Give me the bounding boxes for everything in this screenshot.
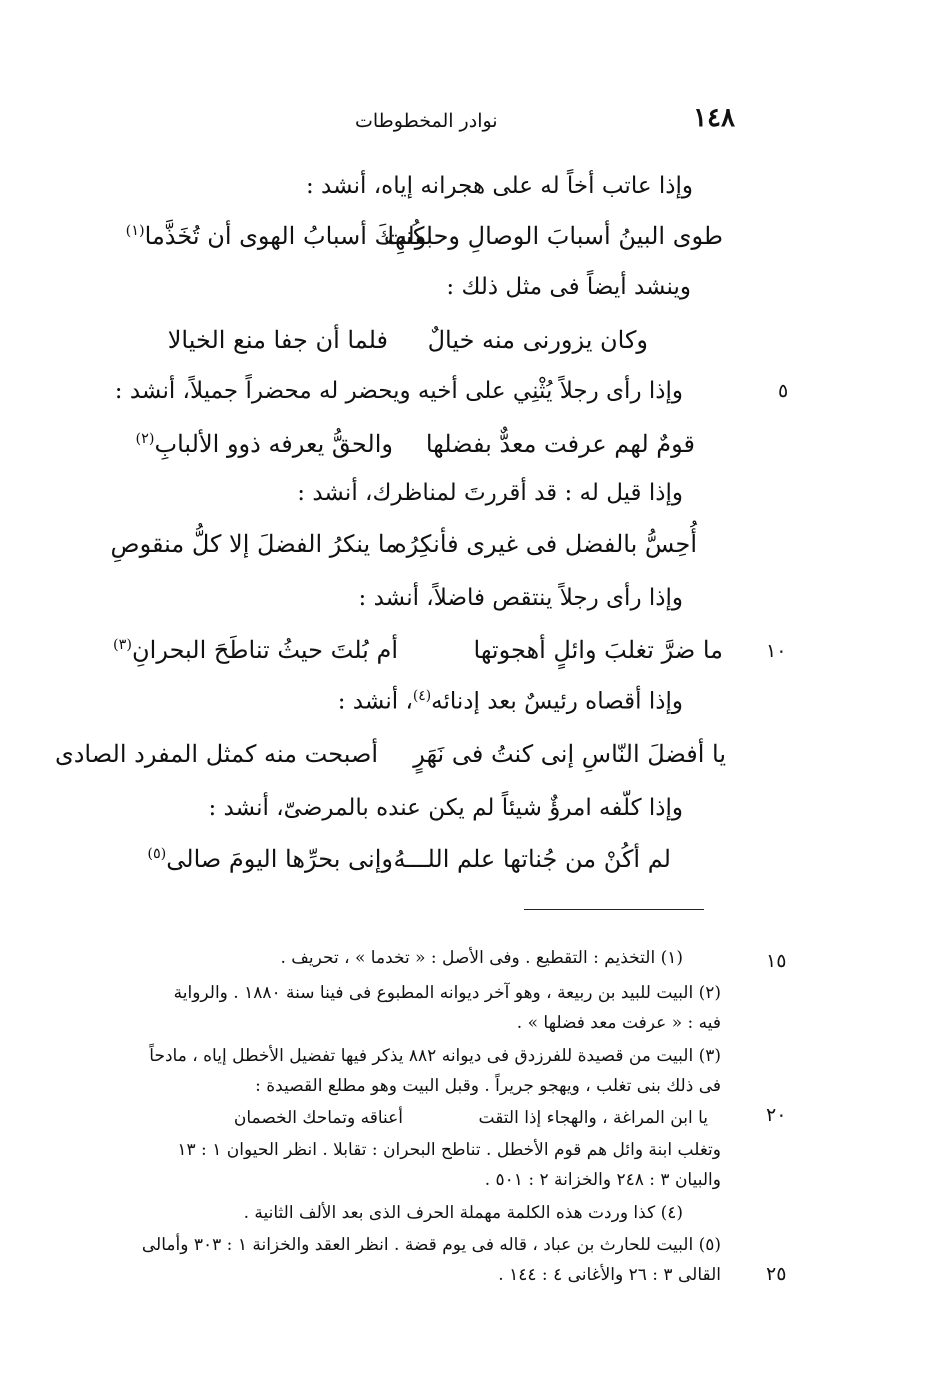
footnote-continuation: القالى ٣ : ٢٦ والأغانى ٤ : ١٤٤ . [498,1265,721,1285]
footnote: (٣) البيت من قصيدة للفرزدق فى ديوانه ٨٨٢ يذكر فيها تفضيل الأخطل إياه ، مادحاً [149,1046,721,1066]
page-number: ١٤٨ [693,103,735,133]
running-title: نوادر المخطوطات [355,110,498,132]
prose-line: وإذا قيل له : قد أقررتَ لمناظرك، أنشد : [297,480,683,506]
line-number: ١٠ [766,640,787,662]
verse-hemistich-second: أصبحت منه كمثل المفرد الصادى [54,740,378,768]
line-number: ٥ [778,380,789,402]
footnote-ref: (٥) [147,846,167,862]
footnote-continuation: والبيان ٣ : ٢٤٨ والخزانة ٢ : ٥٠١ . [484,1170,721,1190]
verse-hemistich-second [126,222,433,250]
verse-hemistich-second: أعناقه وتماحك الخصمان [233,1108,403,1128]
prose-line: وإذا رأى رجلاً يُثْنِي على أخيه ويحضر له محضراً جميلاً، أنشد : [114,378,683,404]
footnote-separator [524,909,704,910]
hemistich-text: بكُنهِكَ أسبابُ الهوى أن تُخَذَّما [144,222,433,250]
verse-hemistich-second [113,636,398,664]
footnote: (١) التخذيم : التقطيع . وفى الأصل : « تخدما » ، تحريف . [280,948,683,968]
footnote-continuation: فيه : « عرفت معد فضلها » . [516,1013,721,1033]
verse-hemistich-first: يا أفضلَ النّاسِ إنى كنتُ فى نَهَرٍ [413,740,726,768]
verse-hemistich-second: فلما أن جفا منع الخيالا [167,326,388,354]
line-number: ٢٠ [766,1104,787,1126]
prose-line [338,688,683,715]
footnote-continuation: وتغلب ابنة وائل هم قوم الأخطل . تناطح البحران : تقابلا . انظر الحيوان ١ : ١٣ [177,1140,721,1160]
hemistich-text: أم بُلتَ حيثُ تناطَحَ البحرانِ [132,636,398,664]
footnote: (٢) البيت للبيد بن ربيعة ، وهو آخر ديوانه المطبوع فى فينا سنة ١٨٨٠ . والرواية [173,983,721,1003]
footnote-ref: (٣) [113,637,133,653]
prose-text: ، أنشد : [337,688,413,715]
verse-hemistich-first: قومٌ لهم عرفت معدٌّ بفضلها [425,430,695,458]
footnote-ref: (١) [125,223,145,239]
verse-hemistich-first: يا ابن المراغة ، والهجاء إذا التقت [478,1108,708,1128]
prose-text: وإذا أقصاه رئيسٌ بعد إدنائه [431,688,683,715]
prose-line: وإذا رأى رجلاً ينتقص فاضلاً، أنشد : [358,585,683,611]
line-number: ١٥ [766,950,787,972]
verse-hemistich-second [147,845,393,873]
footnote-ref: (٢) [135,431,155,447]
prose-line: وإذا كلّفه امرؤٌ شيئاً لم يكن عنده بالمرضىّ، أنشد : [208,795,683,821]
verse-hemistich-first: ما ضرَّ تغلبَ وائلٍ أهجوتها [473,636,723,664]
footnote-continuation: فى ذلك بنى تغلب ، ويهجو جريراً . وقبل البيت وهو مطلع القصيدة : [255,1076,721,1096]
verse-hemistich-first: وكان يزورنى منه خيالٌ [427,326,648,354]
hemistich-text: وإنى بحرِّها اليومَ صالى [166,845,393,873]
line-number: ٢٥ [766,1263,787,1285]
verse-hemistich-second [136,430,393,458]
hemistich-text: والحقُّ يعرفه ذوو الألبابِ [154,430,393,458]
verse-hemistich-second: ما ينكرُ الفضلَ إلا كلُّ منقوصِ [110,530,398,558]
footnote: (٤) كذا وردت هذه الكلمة مهملة الحرف الذى بعد الألف الثانية . [243,1203,683,1223]
footnote-ref: (٤) [412,688,432,704]
verse-hemistich-first: طوى البينُ أسبابَ الوصالِ وحاولت [383,222,723,250]
verse-hemistich-first: لم أكُنْ من جُناتها علم اللـــهُ [393,845,671,873]
verse-hemistich-first: أُحِسُّ بالفضل فى غيرى فأنكِرُه [394,530,697,558]
prose-line: وينشد أيضاً فى مثل ذلك : [446,274,691,300]
footnote: (٥) البيت للحارث بن عباد ، قاله فى يوم قضة . انظر العقد والخزانة ١ : ٣٠٣ وأمالى [141,1235,721,1255]
prose-line: وإذا عاتب أخاً له على هجرانه إياه، أنشد : [306,173,693,199]
